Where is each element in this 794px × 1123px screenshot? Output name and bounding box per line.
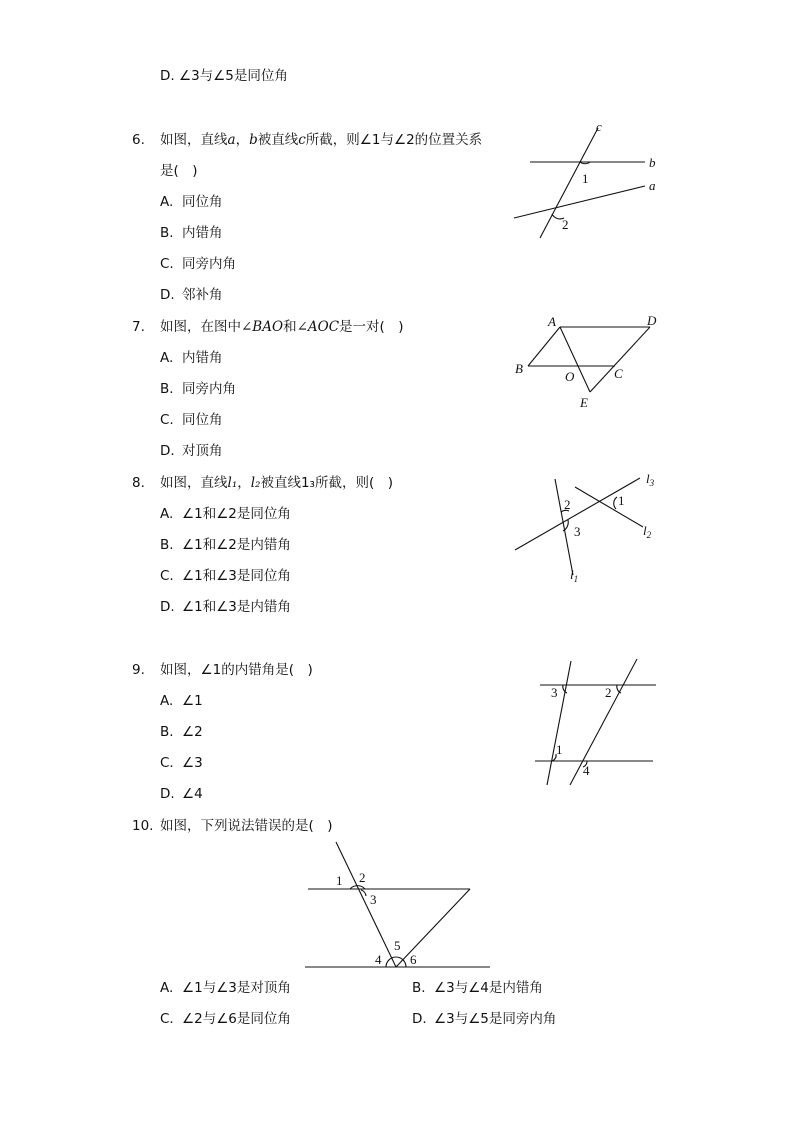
q8-option-a-text: ∠1和∠2是同位角 <box>182 506 291 522</box>
q9-stem: 如图，∠1的内错角是( ) <box>160 662 313 678</box>
q7-figure <box>510 310 670 415</box>
q8-option-c-letter: C. <box>160 568 174 584</box>
q6-option-a-letter: A. <box>160 194 174 210</box>
q6-option-b-letter: B. <box>160 225 174 241</box>
q8-option-c-text: ∠1和∠3是同位角 <box>182 568 291 584</box>
q8-option-c[interactable] <box>160 567 291 585</box>
q6-label-2: 2 <box>562 217 569 232</box>
q7-number: 7. <box>132 319 145 335</box>
q9-option-c[interactable] <box>160 754 203 772</box>
q6-figure <box>500 118 680 248</box>
q8-option-a[interactable] <box>160 505 291 523</box>
q9-option-a-text: ∠1 <box>182 693 203 709</box>
q8-comma: ， <box>237 475 251 491</box>
q6-option-c-letter: C. <box>160 256 174 272</box>
q10-option-d-text: ∠3与∠5是同旁内角 <box>434 1011 557 1027</box>
q8-stem-pre: 如图，直线 <box>160 475 228 491</box>
q8-figure <box>505 465 680 590</box>
q6-option-a[interactable] <box>160 193 223 211</box>
q9-option-a-letter: A. <box>160 693 174 709</box>
q7-label-c: C <box>614 366 623 381</box>
q8-angle1-arc <box>614 497 617 509</box>
q10-option-a[interactable] <box>160 979 291 997</box>
q10-angle456-arc <box>386 957 406 967</box>
q10-option-b-letter: B. <box>412 980 426 996</box>
q7-segment-ab <box>528 327 560 366</box>
q10-option-c-text: ∠2与∠6是同位角 <box>182 1011 291 1027</box>
q7-label-o: O <box>565 369 575 384</box>
q8-stem-mid: 被直线 <box>260 475 301 491</box>
q7-option-a-text: 内错角 <box>182 350 223 366</box>
q10-label-6: 6 <box>410 952 417 967</box>
q8-option-d-letter: D. <box>160 599 175 615</box>
q6-stem-line1 <box>160 131 482 149</box>
q8-stem-end: 所截，则( ) <box>314 475 394 491</box>
q7-segment-dc-e <box>590 327 650 392</box>
q6-label-c: c <box>596 119 602 134</box>
q10-option-a-text: ∠1与∠3是对顶角 <box>182 980 291 996</box>
q7-option-b[interactable] <box>160 380 236 398</box>
q7-option-c[interactable] <box>160 411 223 429</box>
q8-label-3: 3 <box>574 524 581 539</box>
q10-number: 10. <box>132 818 154 834</box>
q8-stem <box>160 474 393 492</box>
q7-angle-bao: ∠BAO <box>241 319 284 335</box>
q10-stem: 如图，下列说法错误的是( ) <box>160 818 333 834</box>
q9-option-d-letter: D. <box>160 786 175 802</box>
q7-angle-aoc: ∠AOC <box>296 319 340 335</box>
q8-option-d[interactable] <box>160 598 291 616</box>
q9-label-1: 1 <box>556 742 563 757</box>
q8-label-1: 1 <box>618 493 625 508</box>
q6-stem-line2: 是( ) <box>160 163 198 179</box>
q8-option-b[interactable] <box>160 536 291 554</box>
q9-label-4: 4 <box>583 763 590 778</box>
q10-slant-right <box>396 889 470 967</box>
q8-l2: l₂ <box>250 475 261 491</box>
q7-option-b-letter: B. <box>160 381 174 397</box>
q6-option-d-text: 邻补角 <box>182 287 223 303</box>
q10-option-d[interactable] <box>412 1010 556 1028</box>
q9-option-d[interactable] <box>160 785 203 803</box>
q6-option-d[interactable] <box>160 286 223 304</box>
q10-label-3: 3 <box>370 892 377 907</box>
q6-option-a-text: 同位角 <box>182 194 223 210</box>
q7-label-d: D <box>647 313 657 328</box>
q9-option-b-letter: B. <box>160 724 174 740</box>
q7-option-a[interactable] <box>160 349 223 367</box>
q6-label-a: a <box>649 178 656 193</box>
q5-option-d: D. ∠3与∠5是同位角 <box>160 68 288 84</box>
q7-option-a-letter: A. <box>160 350 174 366</box>
q6-option-c-text: 同旁内角 <box>182 256 236 272</box>
q6-label-b: b <box>649 155 656 170</box>
q6-option-c[interactable] <box>160 255 236 273</box>
q10-option-c-letter: C. <box>160 1011 174 1027</box>
q6-stem-mid: 被直线 <box>257 132 299 148</box>
q6-var-c: c <box>298 132 306 148</box>
q8-number: 8. <box>132 475 145 491</box>
q6-comma: ， <box>235 132 250 148</box>
q8-line-l2 <box>575 487 643 527</box>
q6-option-b[interactable] <box>160 224 223 242</box>
q10-label-4: 4 <box>375 952 382 967</box>
q7-option-d-text: 对顶角 <box>182 443 223 459</box>
q7-stem-end: 是一对( ) <box>339 319 404 335</box>
q10-label-1: 1 <box>336 873 343 888</box>
q10-transversal <box>336 842 396 967</box>
q8-option-b-text: ∠1和∠2是内错角 <box>182 537 291 553</box>
q10-option-c[interactable] <box>160 1010 291 1028</box>
q7-and: 和 <box>283 319 297 335</box>
q7-option-c-text: 同位角 <box>182 412 223 428</box>
q9-figure <box>525 655 665 795</box>
q9-option-c-text: ∠3 <box>182 755 203 771</box>
q6-var-b: b <box>249 132 258 148</box>
q7-label-b: B <box>515 361 523 376</box>
q9-option-b[interactable] <box>160 723 203 741</box>
q6-line-c <box>540 128 598 238</box>
q9-option-c-letter: C. <box>160 755 174 771</box>
q7-option-c-letter: C. <box>160 412 174 428</box>
q6-var-a: a <box>227 132 236 148</box>
q9-label-3: 3 <box>551 685 558 700</box>
q10-option-b[interactable] <box>412 979 543 997</box>
q9-option-a[interactable] <box>160 692 203 710</box>
q8-label-2: 2 <box>564 497 571 512</box>
q10-option-d-letter: D. <box>412 1011 427 1027</box>
q8-l1: l₁ <box>227 475 238 491</box>
q9-label-2: 2 <box>605 685 612 700</box>
q9-option-b-text: ∠2 <box>182 724 203 740</box>
q8-label-l3: $l_3$ <box>646 471 655 488</box>
q7-stem <box>160 318 404 336</box>
q7-option-d[interactable] <box>160 442 223 460</box>
q6-option-d-letter: D. <box>160 287 175 303</box>
q7-label-a: A <box>548 314 556 329</box>
q8-line-l1 <box>555 479 573 575</box>
q10-label-5: 5 <box>394 938 401 953</box>
q7-stem-pre: 如图，在图中 <box>160 319 241 335</box>
q9-angle2-arc <box>617 685 621 693</box>
q9-transversal-right <box>570 659 637 785</box>
q8-l3: 1₃ <box>300 475 315 491</box>
q6-option-b-text: 内错角 <box>182 225 223 241</box>
q6-line-a <box>514 186 645 218</box>
q9-number: 9. <box>132 662 145 678</box>
q6-number: 6. <box>132 132 145 148</box>
q10-option-b-text: ∠3与∠4是内错角 <box>434 980 543 996</box>
q7-option-d-letter: D. <box>160 443 175 459</box>
q9-option-d-text: ∠4 <box>182 786 203 802</box>
q7-option-b-text: 同旁内角 <box>182 381 236 397</box>
q7-label-e: E <box>580 395 588 410</box>
q8-option-b-letter: B. <box>160 537 174 553</box>
q10-figure <box>300 840 500 975</box>
q6-stem-end: 所截，则∠1与∠2的位置关系 <box>305 132 483 148</box>
q6-stem-pre: 如图，直线 <box>160 132 228 148</box>
q10-label-2: 2 <box>359 870 366 885</box>
q6-label-1: 1 <box>582 171 589 186</box>
q8-option-a-letter: A. <box>160 506 174 522</box>
q9-transversal-left <box>547 661 571 785</box>
q8-label-l1: $l_1$ <box>570 567 579 584</box>
q10-option-a-letter: A. <box>160 980 174 996</box>
q8-label-l2: $l_2$ <box>643 523 652 540</box>
q8-option-d-text: ∠1和∠3是内错角 <box>182 599 291 615</box>
